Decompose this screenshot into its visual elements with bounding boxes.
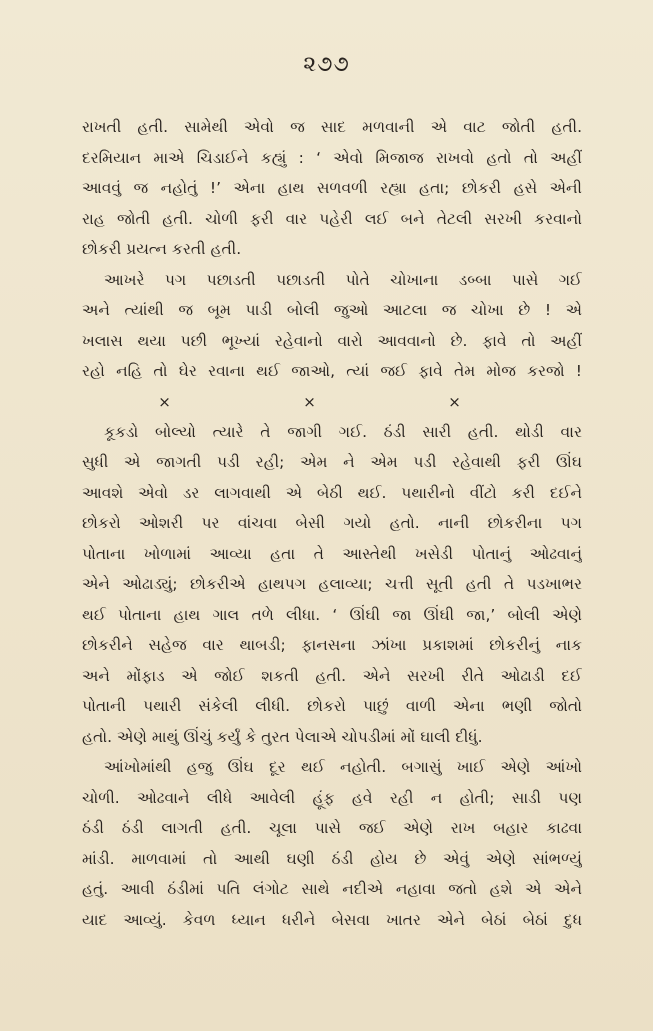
text-line: છોકરીને સહેજ વાર થાબડી; ફાનસના ઝાંખા પ્રકાશમાં છોકરીનું નાક — [82, 636, 582, 654]
text-line: અને મોંફાડ એ જોઈ શકતી હતી. એને સરખી રીતે ઓઢાડી દઈ — [82, 666, 582, 685]
text-line: પોતાની પથારી સંકેલી લીધી. છોકરો પાછું વાળી એના ભણી જોતો — [82, 697, 582, 715]
text-line: આખરે પગ પછાડતી પછાડતી પોતે ચોખાના ડબ્બા પાસે ગઈ — [104, 270, 582, 289]
text-line: ચોળી. ઓઢવાને લીધે આવેલી હૂંફ હવે રહી ન હોતી; સાડી પણ — [82, 788, 582, 807]
text-line: રાહ જોતી હતી. ચોળી ફરી વાર પહેરી લઈ બને તેટલી સરખી કરવાનો — [82, 209, 582, 228]
body-text — [82, 112, 582, 935]
text-line: આંખોમાંથી હજુ ઊંઘ દૂર થઈ નહોતી. બગાસું ખાઈ એણે આંખો — [104, 758, 582, 776]
page-number: ૨૭૭ — [303, 52, 350, 77]
text-line: એને ઓઢાડ્યું; છોકરીએ હાથપગ હલાવ્યા; ચત્તી સૂતી હતી તે પડખાભર — [82, 575, 582, 593]
text-line: માંડી. માળવામાં તો આથી ઘણી ઠંડી હોય છે એવું એણે સાંભળ્યું — [82, 849, 582, 868]
paragraph — [82, 112, 582, 265]
text-line: થઈ પોતાના હાથ ગાલ તળે લીધા. ‘ ઊંઘી જા ઊંઘી જા,’ બોલી એણે — [82, 605, 582, 624]
text-line: છોકરી પ્રયત્ન કરતી હતી. — [82, 240, 242, 258]
text-line: રાખતી હતી. સામેથી એવો જ સાદ મળવાની એ વાટ જોતી હતી. — [82, 118, 582, 136]
paragraph — [82, 752, 582, 935]
text-line: હતું. આવી ઠંડીમાં પતિ લંગોટ સાથે નદીએ નહાવા જતો હશે એ એને — [82, 880, 582, 898]
text-line: ખલાસ થયા પછી ભૂખ્યાં રહેવાનો વારો આવવાનો છે. ફાવે તો અહીં — [82, 331, 582, 350]
text-line: પોતાના ખોળામાં આવ્યા હતા તે આસ્તેથી ખસેડી પોતાનું ઓઢવાનું — [82, 544, 582, 563]
section-separator — [82, 387, 582, 417]
paragraph — [82, 265, 582, 387]
text-line: દરમિયાન માએ ચિડાઈને કહ્યું : ‘ એવો મિજાજ રાખવો હતો તો અહીં — [82, 148, 582, 167]
text-line: કૂકડો બોલ્યો ત્યારે તે જાગી ગઈ. ઠંડી સારી હતી. થોડી વાર — [104, 422, 582, 441]
text-line: હતો. એણે માથું ઊંચું કર્યું કે તુરત પેલાએ ચોપડીમાં મોં ઘાલી દીધું. — [82, 727, 483, 746]
text-line: આવવું જ નહોતું !’ એના હાથ સળવળી રહ્યા હતા; છોકરી હસે એની — [82, 179, 582, 197]
text-line: આવશે એવો ડર લાગવાથી એ બેઠી થઈ. પથારીનો વીંટો કરી દઈને — [82, 483, 582, 502]
text-line: રહો નહિ તો ઘેર રવાના થઈ જાઓ, ત્યાં જઈ ફાવે તેમ મોજ કરજો ! — [82, 362, 582, 380]
text-line: ઠંડી ઠંડી લાગતી હતી. ચૂલા પાસે જઈ એણે રાખ બહાર કાઢવા — [82, 819, 582, 837]
paragraph — [82, 417, 582, 753]
text-line: યાદ આવ્યું. કેવળ ધ્યાન ધરીને બેસવા ખાતર એને બેઠાં બેઠાં દુધ — [82, 910, 582, 929]
text-line: છોકરો ઓશરી પર વાંચવા બેસી ગયો હતો. નાની છોકરીના પગ — [82, 514, 582, 532]
separator-mark: × — [158, 392, 171, 411]
separator-mark: × — [303, 392, 316, 411]
text-line: અને ત્યાંથી જ બૂમ પાડી બોલી જુઓ આટલા જ ચોખા છે ! એ — [82, 301, 582, 319]
text-line: સુધી એ જાગતી પડી રહી; એમ ને એમ પડી રહેવાથી ફરી ઊંઘ — [82, 453, 582, 471]
separator-mark: × — [448, 392, 461, 411]
